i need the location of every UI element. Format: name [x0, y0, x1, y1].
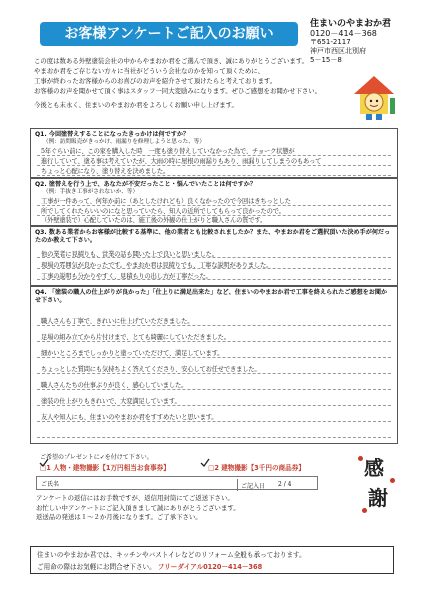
intro-line: 今後とも末永く、住まいのやまおか君をよろしくお願い申し上げます。 [34, 101, 238, 109]
question-1-answer-line: ちょっと心配になり、塗り替えを決めました。 [41, 168, 170, 175]
question-4-answer-line: 友人や知人にも、住まいのやまおか君をすすめたいと思います。 [41, 414, 218, 421]
question-3-answer-line: 工事の説明も分かりやすく、見積もりの出し方が丁寧だった。 [41, 273, 212, 280]
checkmark-icon [200, 458, 210, 468]
gift-option-2[interactable]: □2 建物撮影【3千円の商品券】 [208, 464, 305, 472]
company-name: 住まいのやまおか君 [310, 19, 392, 29]
question-4-answer-line: 職人さんも丁寧で、きれいに仕上げていただきました。 [41, 318, 194, 325]
note-line: 返送品の発送は１～２か月後になります。ご了承下さい。 [36, 513, 202, 521]
red-dot-icon [390, 478, 395, 483]
question-4-answer-line: 細かいところまでしっかりと塗っていただけて、満足しています。 [41, 350, 224, 357]
question-1-label: Q1. 今回塗替えすることになったきっかけは何ですか？ [35, 131, 190, 138]
question-4-answer-line: 職人さんたちの仕事ぶりが良く、感心していました。 [41, 382, 188, 389]
intro-line: やまおか君をご存じない方々に当社がどういう会社なのかを知って頂くために、 [34, 67, 265, 75]
kansha-stamp [356, 452, 396, 522]
question-2-answer-line: （外壁塗装で）心配していたのは、施工後の外観の仕上がりと職人さんの質です。 [41, 217, 267, 224]
company-address-1: 神戸市西区北別府 [310, 47, 366, 55]
question-3-answer-line: 他の業者に見積りも、営業の話も聞いた上で良いと思いました。 [41, 251, 218, 258]
page-title: お客様アンケートご記入のお願い [40, 22, 298, 46]
question-1-answer-line: 進行していて、塗る事は考えていたが、大雨の時に屋根の雨漏りもあり、雨漏りしてしまうのもあって [41, 158, 322, 165]
question-2-answer-line: 所でしてくれたらいいのになと思っていたら、知人の近所でしてもらって良かったので。 [41, 208, 285, 215]
intro-line: 工事が終わったお客様からのお喜びのお声を紹介させて頂けたらと考えております。 [34, 77, 277, 85]
question-2-label: Q2. 塗替えを行う上で、あなたが不安だったこと・悩んでいたことは何ですか？ [35, 181, 256, 188]
intro-line: この度は数ある外壁塗装会社の中からやまおか君をご選んで頂き、誠にありがとうございます。 [34, 57, 309, 65]
intro-text [34, 56, 344, 110]
footer-line-2 [37, 561, 387, 573]
question-1-sub: （例：訪問販売がきっかけ、雨漏りを修理しようと思った、等） [43, 139, 205, 145]
question-2-sub: （例：手抜き工事がされないか、等） [43, 189, 139, 195]
footer-line-1: 住まいのやまおか君では、キッチンやバストイレなどのリフォーム全般も承っております。 [37, 551, 306, 559]
question-3-box [30, 226, 398, 286]
question-3-label: Q3. 数ある業者からお客様が比較する基準に、他の業者とも比較されましたか？また、やまおか君をご選択頂いた決め手が何だったのか教えて下さい。 [35, 229, 391, 244]
note-line: アンケートの返信にはお手数ですが、返信用封筒にてご返送下さい。 [36, 494, 234, 502]
kansha-char-2: 謝 [368, 486, 388, 510]
free-dial-link[interactable]: フリーダイアル0120－414－368 [157, 563, 263, 571]
question-4-answer-line: 足場の組み立てから片付けまで、とても綺麗にしていただきました。 [41, 334, 230, 341]
question-2-box [30, 178, 398, 226]
question-1-box [30, 128, 398, 178]
company-tel: 0120－414－368 [310, 29, 377, 38]
gift-title: ご希望のプレゼントに✓を付けて下さい。 [40, 454, 153, 461]
signature-row [36, 476, 318, 490]
company-address-2: 5－15－8 [310, 56, 342, 64]
red-dot-icon [362, 508, 367, 513]
note-line: お忙しい中アンケートにご記入頂きまして誠にありがとうございます。 [36, 503, 240, 512]
name-label: ご氏名 [41, 481, 60, 488]
date-label: ご記入日 [241, 483, 266, 490]
footer-box [30, 546, 394, 574]
date-value: 2 / 4 [278, 481, 292, 488]
gift-options [40, 462, 341, 472]
question-4-answer-line: 塗装の仕上がりもきれいで、大変満足しています。 [41, 398, 181, 405]
question-1-answer-line: 5年ぐらい前に、この家を購入した時 一度も塗り替えしていなかった為で、チョーク状態が [41, 148, 295, 155]
question-3-answer-line: 現場の雰囲気が良かったです。やまおか君は見積りでも、丁寧な説明がありました。 [41, 262, 273, 269]
question-2-answer-line: 工事が一件あって、何年か前に（あとしたけれども）良くなかったので今回はきちっとした [41, 198, 291, 205]
question-4-box [30, 286, 398, 444]
question-4-answer-line: ちょっとした質問にも気持ちよく答えてくださり、安心してお任せできました。 [41, 366, 261, 373]
gift-option-1[interactable]: □1 人物・建物撮影【1万円相当お食事券】 [40, 464, 170, 472]
kansha-char-1: 感 [364, 456, 384, 480]
date-cell [237, 479, 318, 491]
footer-line-2-text: ご用命の際はお気軽にお問合せ下さい。 [37, 563, 156, 571]
question-4-label: Q4. 「塗装の職人の仕上がりが良かった」「仕上りに満足出来た」など、住まいのやまおか君で工事を終えられたご感想をお聞かせ下さい。 [35, 289, 388, 304]
company-postal: 〒651-2117 [310, 38, 351, 46]
red-dot-icon [358, 456, 363, 461]
notes [36, 494, 336, 523]
checkmark-icon [39, 458, 49, 468]
mascot-icon [350, 72, 398, 122]
intro-line: お客様のお声を聞かせて頂く事はスタッフ一同大変励みになります。ぜひご感想をお聞かせ下さい。 [34, 87, 322, 95]
